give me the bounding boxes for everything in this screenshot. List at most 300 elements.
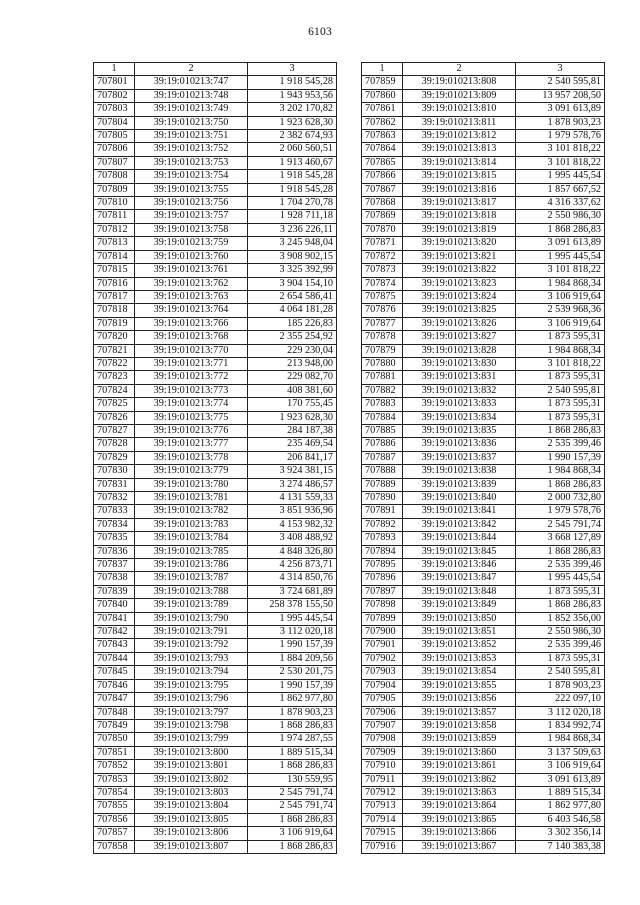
value-cell: 2 540 595,81 (516, 76, 605, 89)
cadastral-number-cell: 39:19:010213:807 (135, 840, 248, 853)
row-number-cell: 707870 (362, 223, 403, 236)
table-row (94, 411, 337, 424)
value-cell: 1 913 460,67 (248, 156, 337, 169)
cadastral-number-cell: 39:19:010213:747 (135, 76, 248, 89)
row-number-cell: 707854 (94, 786, 135, 799)
value-cell: 1 873 595,31 (516, 652, 605, 665)
value-cell: 1 862 977,80 (516, 800, 605, 813)
row-number-cell: 707884 (362, 411, 403, 424)
cadastral-number-cell: 39:19:010213:804 (135, 800, 248, 813)
row-number-cell: 707903 (362, 666, 403, 679)
value-cell: 2 535 399,46 (516, 639, 605, 652)
table-row (94, 331, 337, 344)
table-row (94, 89, 337, 102)
row-number-cell: 707872 (362, 250, 403, 263)
row-number-cell: 707833 (94, 505, 135, 518)
row-number-cell: 707902 (362, 652, 403, 665)
cadastral-number-cell: 39:19:010213:798 (135, 719, 248, 732)
row-number-cell: 707877 (362, 317, 403, 330)
cadastral-number-cell: 39:19:010213:838 (403, 465, 516, 478)
value-cell: 4 316 337,62 (516, 197, 605, 210)
value-cell: 3 724 681,89 (248, 585, 337, 598)
cadastral-number-cell: 39:19:010213:853 (403, 652, 516, 665)
row-number-cell: 707868 (362, 197, 403, 210)
value-cell: 2 654 586,41 (248, 290, 337, 303)
row-number-cell: 707895 (362, 559, 403, 572)
cadastral-number-cell: 39:19:010213:865 (403, 813, 516, 826)
value-cell: 1 995 445,54 (516, 572, 605, 585)
cadastral-number-cell: 39:19:010213:816 (403, 183, 516, 196)
cadastral-number-cell: 39:19:010213:773 (135, 384, 248, 397)
value-cell: 1 984 868,34 (516, 465, 605, 478)
row-number-cell: 707840 (94, 599, 135, 612)
row-number-cell: 707848 (94, 706, 135, 719)
cadastral-number-cell: 39:19:010213:791 (135, 626, 248, 639)
value-cell: 3 274 486,57 (248, 478, 337, 491)
table-row (94, 773, 337, 786)
value-cell: 1 878 903,23 (516, 679, 605, 692)
cadastral-number-cell: 39:19:010213:852 (403, 639, 516, 652)
row-number-cell: 707814 (94, 250, 135, 263)
cadastral-number-cell: 39:19:010213:839 (403, 478, 516, 491)
value-cell: 3 408 488,92 (248, 532, 337, 545)
table-row (362, 237, 605, 250)
table-row (94, 304, 337, 317)
value-cell: 130 559,95 (248, 773, 337, 786)
value-cell: 3 924 381,15 (248, 465, 337, 478)
cadastral-number-cell: 39:19:010213:784 (135, 532, 248, 545)
table-row (362, 800, 605, 813)
value-cell: 2 550 986,30 (516, 210, 605, 223)
value-cell: 170 755,45 (248, 398, 337, 411)
value-cell: 1 928 711,18 (248, 210, 337, 223)
value-cell: 206 841,17 (248, 451, 337, 464)
table-row (362, 89, 605, 102)
table-row (94, 424, 337, 437)
row-number-cell: 707842 (94, 626, 135, 639)
table-row (94, 170, 337, 183)
cadastral-number-cell: 39:19:010213:764 (135, 304, 248, 317)
cadastral-number-cell: 39:19:010213:809 (403, 89, 516, 102)
row-number-cell: 707813 (94, 237, 135, 250)
table-row (362, 639, 605, 652)
cadastral-number-cell: 39:19:010213:787 (135, 572, 248, 585)
cadastral-number-cell: 39:19:010213:828 (403, 344, 516, 357)
cadastral-number-cell: 39:19:010213:775 (135, 411, 248, 424)
table-row (94, 317, 337, 330)
row-number-cell: 707866 (362, 170, 403, 183)
row-number-cell: 707839 (94, 585, 135, 598)
row-number-cell: 707809 (94, 183, 135, 196)
row-number-cell: 707909 (362, 746, 403, 759)
table-row (362, 813, 605, 826)
table-row (94, 612, 337, 625)
row-number-cell: 707801 (94, 76, 135, 89)
row-number-cell: 707821 (94, 344, 135, 357)
row-number-cell: 707867 (362, 183, 403, 196)
cadastral-number-cell: 39:19:010213:832 (403, 384, 516, 397)
table-row (94, 706, 337, 719)
cadastral-number-cell: 39:19:010213:776 (135, 424, 248, 437)
row-number-cell: 707905 (362, 693, 403, 706)
value-cell: 1 918 545,28 (248, 183, 337, 196)
cadastral-number-cell: 39:19:010213:850 (403, 612, 516, 625)
row-number-cell: 707850 (94, 733, 135, 746)
row-number-cell: 707830 (94, 465, 135, 478)
row-number-cell: 707805 (94, 130, 135, 143)
row-number-cell: 707859 (362, 76, 403, 89)
cadastral-number-cell: 39:19:010213:846 (403, 559, 516, 572)
row-number-cell: 707878 (362, 331, 403, 344)
cadastral-number-cell: 39:19:010213:844 (403, 532, 516, 545)
value-cell: 3 112 020,18 (516, 706, 605, 719)
cadastral-number-cell: 39:19:010213:752 (135, 143, 248, 156)
row-number-cell: 707803 (94, 103, 135, 116)
value-cell: 235 469,54 (248, 438, 337, 451)
cadastral-number-cell: 39:19:010213:857 (403, 706, 516, 719)
row-number-cell: 707856 (94, 813, 135, 826)
cadastral-number-cell: 39:19:010213:859 (403, 733, 516, 746)
table-row (362, 612, 605, 625)
cadastral-number-cell: 39:19:010213:790 (135, 612, 248, 625)
row-number-cell: 707811 (94, 210, 135, 223)
table-row (362, 130, 605, 143)
value-cell: 1 984 868,34 (516, 733, 605, 746)
cadastral-number-cell: 39:19:010213:825 (403, 304, 516, 317)
value-cell: 3 908 902,15 (248, 250, 337, 263)
value-cell: 1 979 578,76 (516, 505, 605, 518)
value-cell: 2 535 399,46 (516, 438, 605, 451)
row-number-cell: 707908 (362, 733, 403, 746)
row-number-cell: 707857 (94, 827, 135, 840)
row-number-cell: 707838 (94, 572, 135, 585)
value-cell: 229 230,04 (248, 344, 337, 357)
cadastral-number-cell: 39:19:010213:780 (135, 478, 248, 491)
row-number-cell: 707892 (362, 518, 403, 531)
value-cell: 3 112 020,18 (248, 626, 337, 639)
row-number-cell: 707844 (94, 652, 135, 665)
table-row (362, 304, 605, 317)
row-number-cell: 707912 (362, 786, 403, 799)
value-cell: 1 878 903,23 (516, 116, 605, 129)
table-row (94, 398, 337, 411)
table-row (362, 344, 605, 357)
value-cell: 3 091 613,89 (516, 237, 605, 250)
table-row (362, 371, 605, 384)
row-number-cell: 707858 (94, 840, 135, 853)
table-row (94, 813, 337, 826)
column-header: 2 (403, 63, 516, 76)
cadastral-number-cell: 39:19:010213:771 (135, 357, 248, 370)
row-number-cell: 707806 (94, 143, 135, 156)
cadastral-number-cell: 39:19:010213:831 (403, 371, 516, 384)
row-number-cell: 707804 (94, 116, 135, 129)
value-cell: 2 545 791,74 (516, 518, 605, 531)
cadastral-number-cell: 39:19:010213:756 (135, 197, 248, 210)
row-number-cell: 707894 (362, 545, 403, 558)
value-cell: 1 995 445,54 (516, 170, 605, 183)
value-cell: 1 884 209,56 (248, 652, 337, 665)
cadastral-number-cell: 39:19:010213:766 (135, 317, 248, 330)
cadastral-number-cell: 39:19:010213:763 (135, 290, 248, 303)
cadastral-number-cell: 39:19:010213:835 (403, 424, 516, 437)
row-number-cell: 707897 (362, 585, 403, 598)
row-number-cell: 707834 (94, 518, 135, 531)
value-cell: 1 995 445,54 (248, 612, 337, 625)
row-number-cell: 707861 (362, 103, 403, 116)
value-cell: 2 382 674,93 (248, 130, 337, 143)
row-number-cell: 707827 (94, 424, 135, 437)
table-row (362, 505, 605, 518)
cadastral-number-cell: 39:19:010213:760 (135, 250, 248, 263)
table-row (94, 693, 337, 706)
value-cell: 7 140 383,38 (516, 840, 605, 853)
value-cell: 1 873 595,31 (516, 411, 605, 424)
value-cell: 1 923 628,30 (248, 411, 337, 424)
table-row (362, 626, 605, 639)
cadastral-number-cell: 39:19:010213:819 (403, 223, 516, 236)
value-cell: 3 302 356,14 (516, 827, 605, 840)
cadastral-number-cell: 39:19:010213:818 (403, 210, 516, 223)
row-number-cell: 707845 (94, 666, 135, 679)
value-cell: 3 202 170,82 (248, 103, 337, 116)
cadastral-number-cell: 39:19:010213:753 (135, 156, 248, 169)
value-cell: 1 873 595,31 (516, 371, 605, 384)
cadastral-number-cell: 39:19:010213:778 (135, 451, 248, 464)
cadastral-number-cell: 39:19:010213:796 (135, 693, 248, 706)
table-row (362, 733, 605, 746)
cadastral-number-cell: 39:19:010213:815 (403, 170, 516, 183)
value-cell: 2 535 399,46 (516, 559, 605, 572)
row-number-cell: 707875 (362, 290, 403, 303)
row-number-cell: 707882 (362, 384, 403, 397)
cadastral-number-cell: 39:19:010213:837 (403, 451, 516, 464)
value-cell: 2 530 201,75 (248, 666, 337, 679)
table-row (94, 505, 337, 518)
cadastral-number-cell: 39:19:010213:867 (403, 840, 516, 853)
row-number-cell: 707829 (94, 451, 135, 464)
table-row (362, 532, 605, 545)
value-cell: 2 000 732,80 (516, 492, 605, 505)
value-cell: 3 101 818,22 (516, 264, 605, 277)
table-row (362, 277, 605, 290)
row-number-cell: 707835 (94, 532, 135, 545)
row-number-cell: 707898 (362, 599, 403, 612)
value-cell: 3 091 613,89 (516, 773, 605, 786)
value-cell: 1 990 157,39 (248, 639, 337, 652)
table-row (94, 760, 337, 773)
row-number-cell: 707812 (94, 223, 135, 236)
value-cell: 2 550 986,30 (516, 626, 605, 639)
cadastral-number-cell: 39:19:010213:794 (135, 666, 248, 679)
table-row (94, 156, 337, 169)
cadastral-number-cell: 39:19:010213:750 (135, 116, 248, 129)
value-cell: 3 236 226,11 (248, 223, 337, 236)
row-number-cell: 707891 (362, 505, 403, 518)
value-cell: 3 245 948,04 (248, 237, 337, 250)
value-cell: 1 857 667,52 (516, 183, 605, 196)
table-row (362, 424, 605, 437)
value-cell: 1 984 868,34 (516, 277, 605, 290)
table-row (94, 518, 337, 531)
cadastral-number-cell: 39:19:010213:749 (135, 103, 248, 116)
row-number-cell: 707915 (362, 827, 403, 840)
cadastral-number-cell: 39:19:010213:842 (403, 518, 516, 531)
row-number-cell: 707824 (94, 384, 135, 397)
value-cell: 3 101 818,22 (516, 143, 605, 156)
cadastral-number-cell: 39:19:010213:826 (403, 317, 516, 330)
row-number-cell: 707846 (94, 679, 135, 692)
table-row (362, 545, 605, 558)
row-number-cell: 707913 (362, 800, 403, 813)
row-number-cell: 707855 (94, 800, 135, 813)
cadastral-number-cell: 39:19:010213:785 (135, 545, 248, 558)
table-row (94, 465, 337, 478)
cadastral-number-cell: 39:19:010213:792 (135, 639, 248, 652)
value-cell: 4 131 559,33 (248, 492, 337, 505)
row-number-cell: 707881 (362, 371, 403, 384)
row-number-cell: 707863 (362, 130, 403, 143)
row-number-cell: 707900 (362, 626, 403, 639)
cadastral-number-cell: 39:19:010213:823 (403, 277, 516, 290)
table-row (94, 130, 337, 143)
cadastral-number-cell: 39:19:010213:805 (135, 813, 248, 826)
cadastral-number-cell: 39:19:010213:863 (403, 786, 516, 799)
value-cell: 3 325 392,99 (248, 264, 337, 277)
table-row (362, 559, 605, 572)
table-row (362, 719, 605, 732)
value-cell: 1 878 903,23 (248, 706, 337, 719)
table-row (94, 840, 337, 853)
table-row (362, 290, 605, 303)
value-cell: 2 539 968,36 (516, 304, 605, 317)
table-row (362, 599, 605, 612)
table-row (94, 492, 337, 505)
table-row (94, 585, 337, 598)
row-number-cell: 707883 (362, 398, 403, 411)
cadastral-number-cell: 39:19:010213:858 (403, 719, 516, 732)
table-header-row (362, 63, 605, 76)
cadastral-number-cell: 39:19:010213:758 (135, 223, 248, 236)
table-row (94, 210, 337, 223)
cadastral-number-cell: 39:19:010213:768 (135, 331, 248, 344)
cadastral-number-cell: 39:19:010213:862 (403, 773, 516, 786)
value-cell: 2 545 791,74 (248, 786, 337, 799)
cadastral-number-cell: 39:19:010213:854 (403, 666, 516, 679)
row-number-cell: 707853 (94, 773, 135, 786)
cadastral-number-cell: 39:19:010213:761 (135, 264, 248, 277)
value-cell: 4 064 181,28 (248, 304, 337, 317)
value-cell: 1 868 286,83 (516, 545, 605, 558)
cadastral-number-cell: 39:19:010213:840 (403, 492, 516, 505)
value-cell: 1 918 545,28 (248, 76, 337, 89)
table-row (94, 371, 337, 384)
row-number-cell: 707864 (362, 143, 403, 156)
value-cell: 1 873 595,31 (516, 585, 605, 598)
column-header: 3 (516, 63, 605, 76)
table-row (94, 143, 337, 156)
table-body-right (362, 76, 605, 854)
column-header: 3 (248, 63, 337, 76)
cadastral-number-cell: 39:19:010213:851 (403, 626, 516, 639)
cadastral-number-cell: 39:19:010213:748 (135, 89, 248, 102)
row-number-cell: 707807 (94, 156, 135, 169)
value-cell: 3 106 919,64 (248, 827, 337, 840)
value-cell: 3 904 154,10 (248, 277, 337, 290)
row-number-cell: 707825 (94, 398, 135, 411)
cadastral-number-cell: 39:19:010213:861 (403, 760, 516, 773)
table-row (362, 170, 605, 183)
value-cell: 1 868 286,83 (516, 478, 605, 491)
value-cell: 1 868 286,83 (516, 599, 605, 612)
table-row (362, 103, 605, 116)
table-row (94, 572, 337, 585)
row-number-cell: 707802 (94, 89, 135, 102)
row-number-cell: 707831 (94, 478, 135, 491)
value-cell: 2 545 791,74 (248, 800, 337, 813)
row-number-cell: 707916 (362, 840, 403, 853)
row-number-cell: 707896 (362, 572, 403, 585)
row-number-cell: 707819 (94, 317, 135, 330)
row-number-cell: 707869 (362, 210, 403, 223)
table-row (362, 840, 605, 853)
table-row (362, 652, 605, 665)
table-row (362, 746, 605, 759)
value-cell: 4 848 326,80 (248, 545, 337, 558)
cadastral-number-cell: 39:19:010213:788 (135, 585, 248, 598)
value-cell: 1 868 286,83 (248, 719, 337, 732)
table-row (362, 357, 605, 370)
cadastral-number-cell: 39:19:010213:822 (403, 264, 516, 277)
row-number-cell: 707890 (362, 492, 403, 505)
value-cell: 3 851 936,96 (248, 505, 337, 518)
cadastral-number-cell: 39:19:010213:800 (135, 746, 248, 759)
cadastral-number-cell: 39:19:010213:836 (403, 438, 516, 451)
table-row (94, 223, 337, 236)
value-cell: 1 984 868,34 (516, 344, 605, 357)
row-number-cell: 707888 (362, 465, 403, 478)
value-cell: 1 990 157,39 (516, 451, 605, 464)
table-row (94, 679, 337, 692)
row-number-cell: 707904 (362, 679, 403, 692)
value-cell: 4 153 982,32 (248, 518, 337, 531)
row-number-cell: 707906 (362, 706, 403, 719)
registry-table-right (361, 62, 605, 854)
table-row (362, 76, 605, 89)
cadastral-number-cell: 39:19:010213:856 (403, 693, 516, 706)
table-row (94, 559, 337, 572)
table-row (94, 277, 337, 290)
row-number-cell: 707823 (94, 371, 135, 384)
value-cell: 3 137 509,63 (516, 746, 605, 759)
row-number-cell: 707874 (362, 277, 403, 290)
table-row (94, 532, 337, 545)
cadastral-number-cell: 39:19:010213:847 (403, 572, 516, 585)
cadastral-number-cell: 39:19:010213:762 (135, 277, 248, 290)
cadastral-number-cell: 39:19:010213:797 (135, 706, 248, 719)
table-row (94, 666, 337, 679)
value-cell: 1 979 578,76 (516, 130, 605, 143)
table-row (362, 518, 605, 531)
row-number-cell: 707849 (94, 719, 135, 732)
row-number-cell: 707901 (362, 639, 403, 652)
table-row (362, 585, 605, 598)
cadastral-number-cell: 39:19:010213:849 (403, 599, 516, 612)
table-row (94, 290, 337, 303)
cadastral-number-cell: 39:19:010213:757 (135, 210, 248, 223)
row-number-cell: 707816 (94, 277, 135, 290)
table-row (362, 331, 605, 344)
